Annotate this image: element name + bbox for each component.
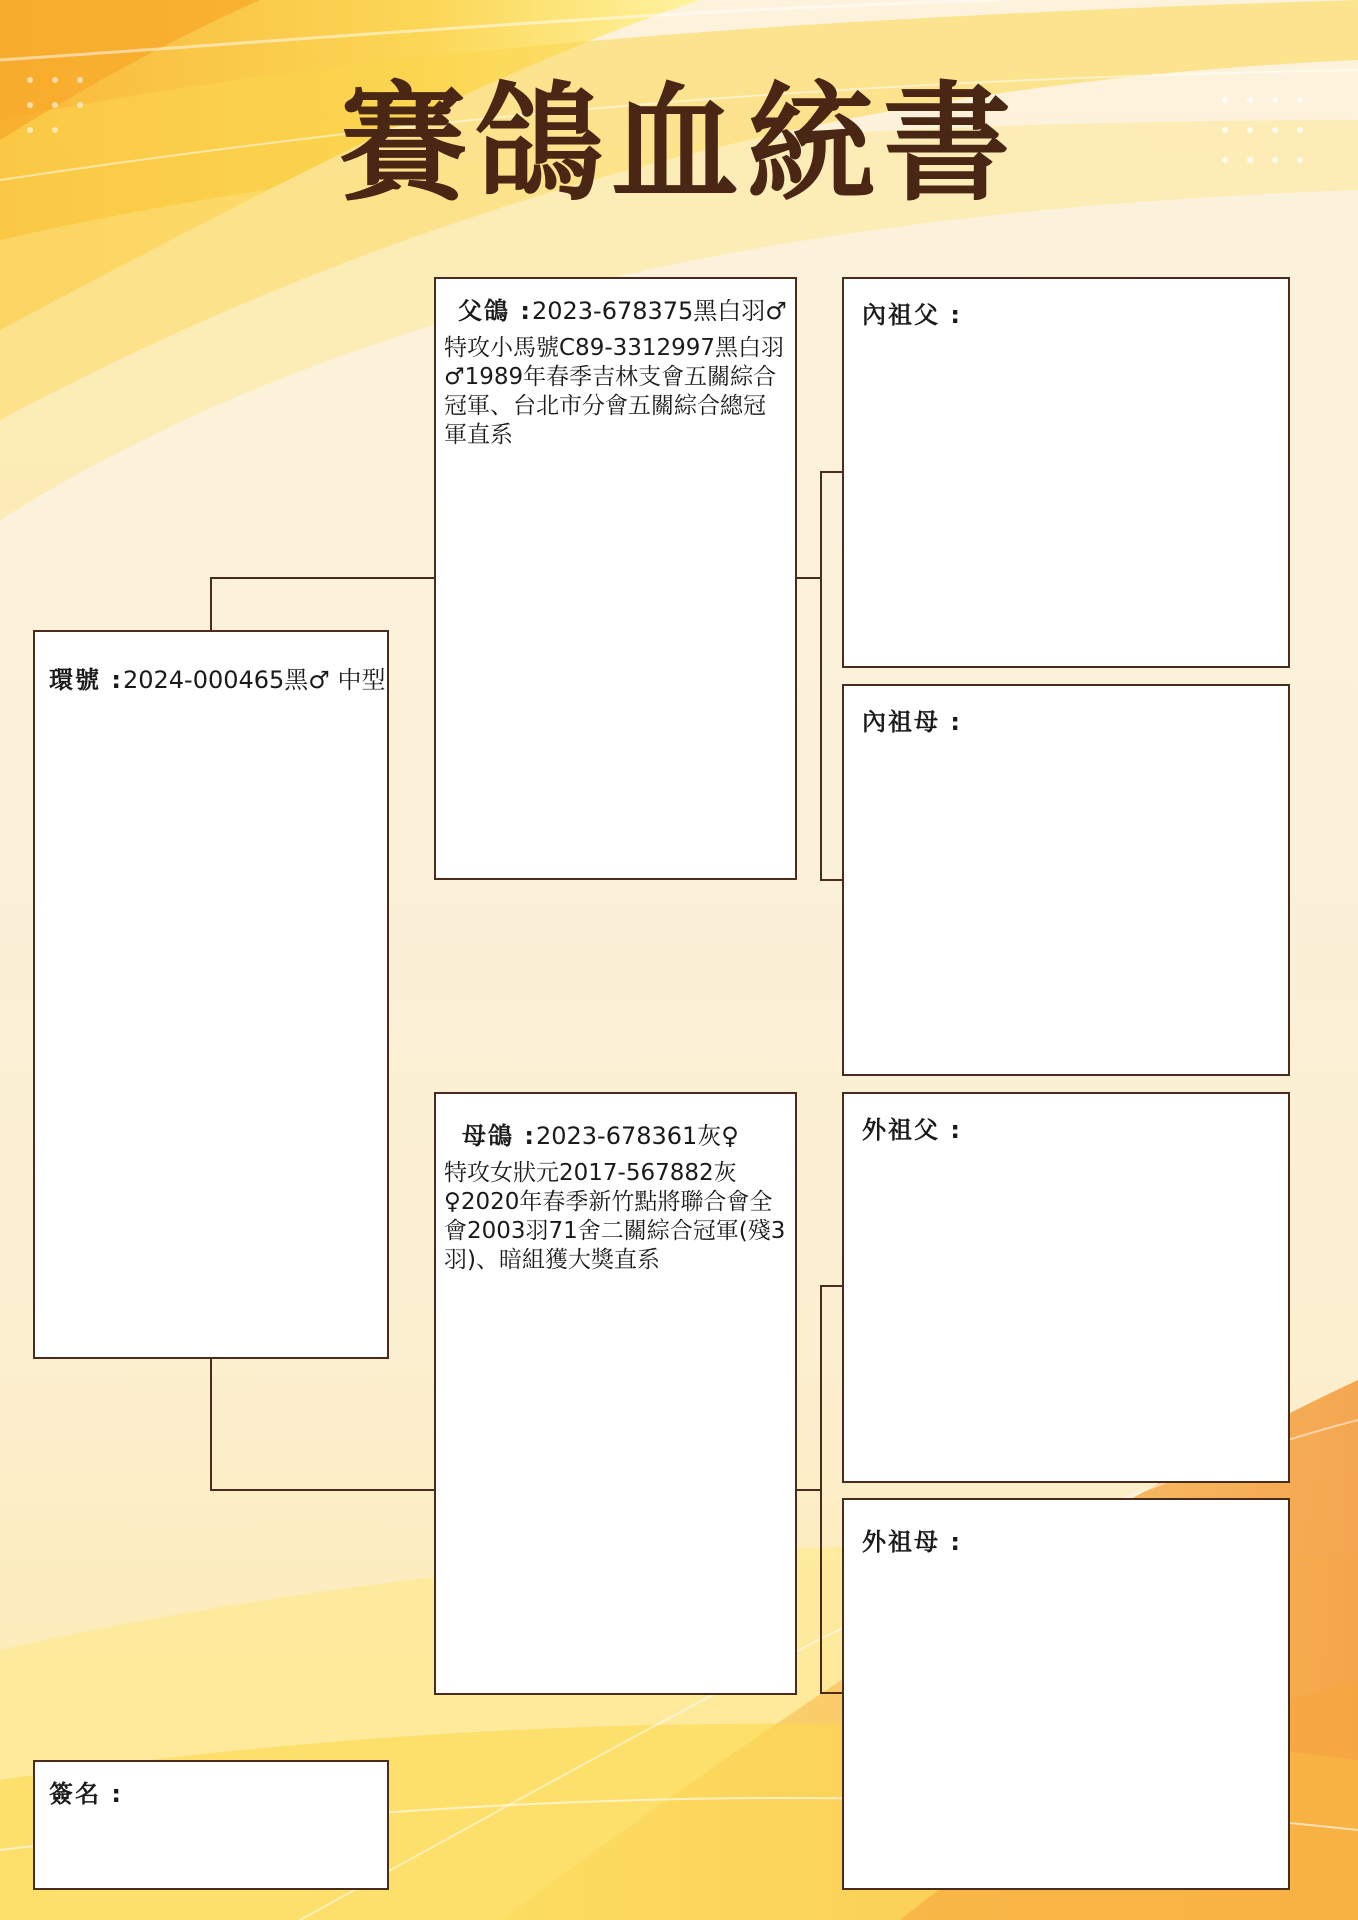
- maternal-grandmother-box: [842, 1498, 1290, 1890]
- maternal-grandfather-label: 外祖父 :: [862, 1116, 962, 1144]
- dam-box: [434, 1092, 797, 1695]
- paternal-grandfather-box: [842, 277, 1290, 668]
- sire-value: 2023-678375黑白羽♂: [531, 297, 787, 325]
- dam-description: 特攻女狀元2017-567882灰♀2020年春季新竹點將聯合會全會2003羽71舍二關綜合冠軍(殘3羽)、暗組獲大獎直系: [444, 1160, 786, 1273]
- paternal-grandfather-label: 內祖父 :: [862, 301, 962, 329]
- sire-label: 父鴿 :: [458, 297, 532, 325]
- paternal-grandmother-box: [842, 684, 1290, 1076]
- ring-number-label: 環號 :: [49, 666, 123, 694]
- maternal-grandfather-box: [842, 1092, 1290, 1483]
- signature-label: 簽名 :: [49, 1780, 123, 1808]
- sire-description: 特攻小馬號C89-3312997黑白羽♂1989年春季吉林支會五關綜合冠軍、台北市分會五關綜合總冠軍直系: [444, 335, 785, 448]
- sire-box: [434, 277, 797, 880]
- maternal-grandmother-label: 外祖母 :: [862, 1528, 962, 1556]
- page-title: 賽鴿血統書: [338, 70, 1019, 219]
- dam-value: 2023-678361灰♀: [535, 1122, 739, 1150]
- subject-box: [33, 630, 389, 1359]
- dam-label: 母鴿 :: [462, 1122, 536, 1150]
- paternal-grandmother-label: 內祖母 :: [862, 708, 962, 736]
- signature-box[interactable]: [33, 1760, 389, 1890]
- ring-number-value: 2024-000465黑♂ 中型: [122, 666, 386, 694]
